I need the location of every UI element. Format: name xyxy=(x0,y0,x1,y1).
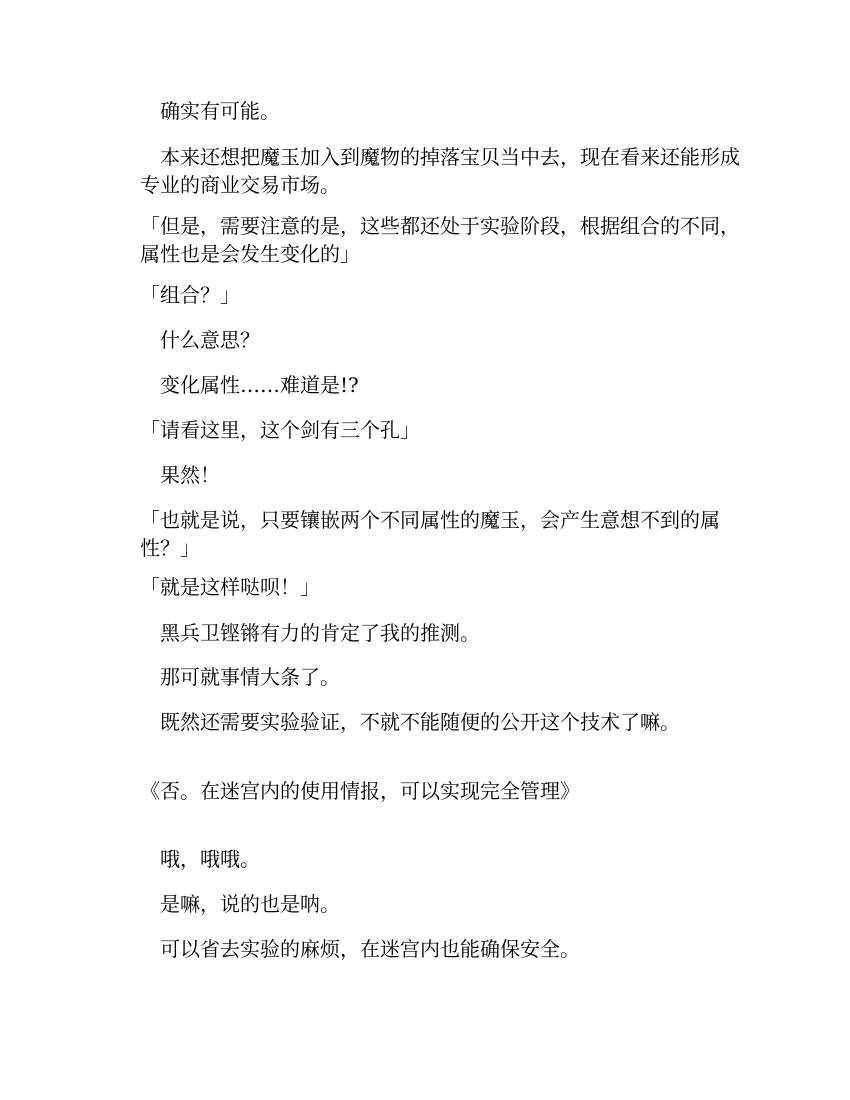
paragraph-12: 那可就事情大条了。 xyxy=(140,665,340,689)
paragraph-16: 是嘛，说的也是呐。 xyxy=(140,892,340,916)
paragraph-17: 可以省去实验的麻烦，在迷宫内也能确保安全。 xyxy=(140,937,580,961)
paragraph-4: 「组合？」 xyxy=(140,283,240,307)
paragraph-11: 黑兵卫铿锵有力的肯定了我的推测。 xyxy=(140,621,480,645)
paragraph-2: 本来还想把魔玉加入到魔物的掉落宝贝当中去，现在看来还能形成专业的商业交易市场。 xyxy=(140,145,740,197)
paragraph-7: 「请看这里，这个剑有三个孔」 xyxy=(140,418,420,442)
paragraph-3: 「但是，需要注意的是，这些都还处于实验阶段，根据组合的不同，属性也是会发生变化的」 xyxy=(140,214,740,266)
paragraph-13: 既然还需要实验验证，不就不能随便的公开这个技术了嘛。 xyxy=(140,710,680,734)
paragraph-8: 果然！ xyxy=(140,463,220,487)
paragraph-1: 确实有可能。 xyxy=(140,99,280,123)
paragraph-15: 哦，哦哦。 xyxy=(140,847,260,871)
paragraph-10: 「就是这样哒呗！」 xyxy=(140,575,320,599)
paragraph-5: 什么意思？ xyxy=(140,328,260,352)
paragraph-14: 《否。在迷宫内的使用情报，可以实现完全管理》 xyxy=(140,779,580,803)
paragraph-6: 变化属性……难道是!? xyxy=(140,373,359,397)
paragraph-9: 「也就是说，只要镶嵌两个不同属性的魔玉，会产生意想不到的属性？」 xyxy=(140,508,720,560)
